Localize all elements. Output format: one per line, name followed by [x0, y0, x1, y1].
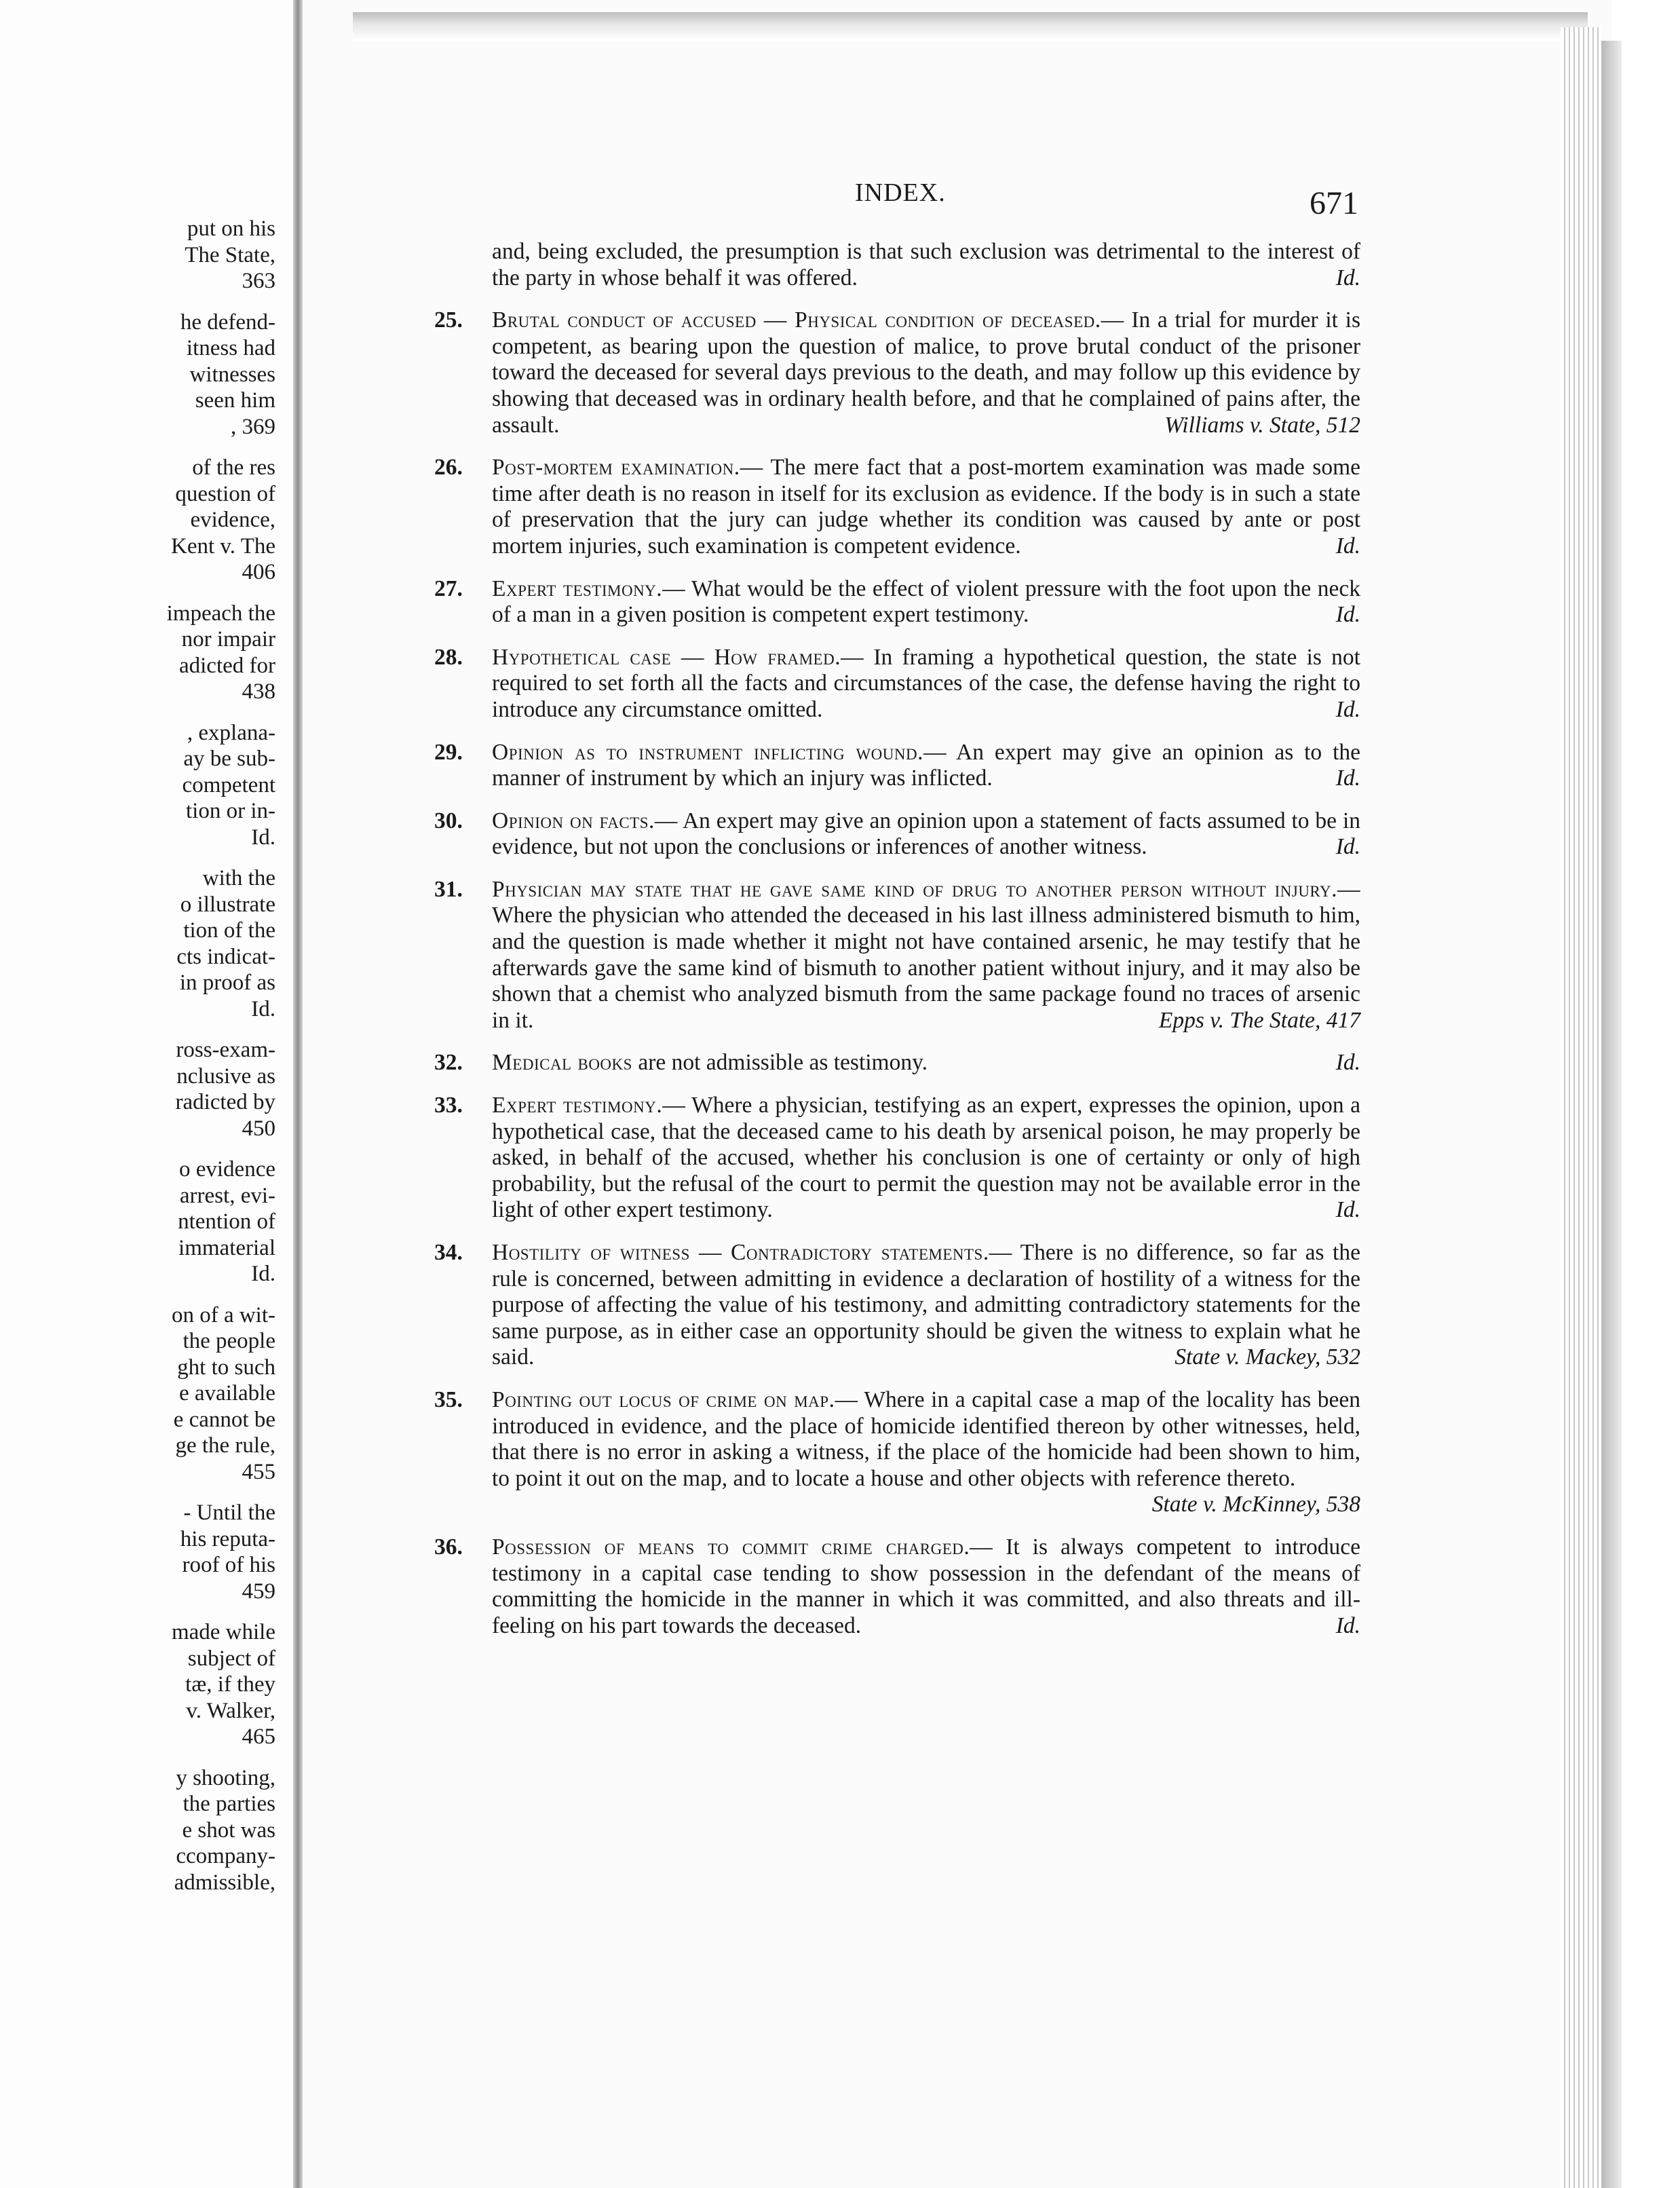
index-entry	[434, 1240, 1360, 1371]
entry-number: 36.	[434, 1534, 463, 1560]
entry-number: 33.	[434, 1093, 463, 1118]
left-page-line: 450	[242, 1116, 275, 1141]
left-page-line: 455	[242, 1459, 275, 1484]
entry-body	[492, 1240, 1360, 1371]
entry-text: Where in a capital case a map of the locality has been introduced in evidence, and the place of homicide identified thereon by other witnesses, held, that there is no error in asking a witness, if the place of the homicide had been shown to him, to point it out on the map, and to locate a house and other objects with reference thereto.	[492, 1387, 1360, 1491]
entry-citation: Id.	[1335, 1197, 1360, 1223]
left-page-text	[0, 216, 275, 1895]
left-page-gap	[0, 440, 275, 455]
left-facing-page	[0, 0, 292, 2188]
index-entry	[434, 1050, 1360, 1076]
left-page-gap	[0, 705, 275, 720]
running-title: INDEX.	[855, 178, 946, 207]
left-page-line: the people	[183, 1329, 275, 1353]
entry-heading: Physician may state that he gave same kind of drug to another person without injury.—	[492, 876, 1360, 902]
left-page-line: tion or in-	[186, 799, 275, 823]
page-top-edge	[353, 12, 1588, 41]
left-page-line: ge the rule,	[175, 1433, 275, 1458]
entry-body	[492, 455, 1360, 559]
left-page-line: 363	[242, 269, 275, 293]
left-page-gap	[0, 850, 275, 865]
left-page-line: e available	[179, 1381, 275, 1406]
entry-text: In framing a hypothetical question, the state is not required to set forth all the facts and circumstances of the case, the defense having the right to introduce any circumstance omitted.	[492, 644, 1360, 722]
entry-text: are not admissible as testimony.	[632, 1050, 928, 1076]
left-page-line: , explana-	[187, 720, 275, 745]
entry-body	[492, 877, 1360, 1034]
index-entries	[434, 307, 1360, 1639]
entry-citation: Epps v. The State, 417	[1158, 1007, 1360, 1033]
left-page-line: the parties	[183, 1792, 275, 1816]
left-page-line: on of a wit-	[171, 1302, 275, 1327]
entry-text: The mere fact that a post-mortem examination was made some time after death is no reason in itself for its exclusion as evidence. If the body is in such a state of preservation that the jury can judge whether its condition was caused by ante or post mortem injuries, such examination is competent evidence.	[492, 455, 1360, 559]
left-page-line: Kent v. The	[171, 533, 275, 559]
left-page-line: Id.	[251, 1262, 275, 1286]
left-page-line: nor impair	[181, 627, 275, 652]
left-page-line: witnesses	[189, 362, 275, 387]
entry-citation: Id.	[1335, 1050, 1360, 1076]
entry-heading: Pointing out locus of crime on map.—	[492, 1387, 858, 1412]
left-page-line: ccompany-	[176, 1844, 275, 1868]
left-page-line: immaterial	[178, 1235, 275, 1260]
left-page-line: competent	[182, 772, 275, 797]
left-page-line: 465	[242, 1724, 275, 1749]
entry-number: 28.	[434, 644, 463, 670]
entry-body	[492, 645, 1360, 723]
entry-number: 32.	[434, 1050, 463, 1076]
left-page-gap	[0, 1022, 275, 1037]
book-gutter	[293, 0, 303, 2188]
entry-text: An expert may give an opinion as to the manner of instrument by which an injury was inflicted.	[492, 739, 1360, 791]
entry-heading: Hypothetical case — How framed.—	[492, 644, 864, 670]
entry-citation: Id.	[1335, 533, 1360, 559]
entry-heading: Possession of means to commit crime charged.—	[492, 1534, 993, 1560]
entry-body	[492, 808, 1360, 861]
left-page-line: made while	[171, 1620, 275, 1644]
entry-text: What would be the effect of violent pressure with the foot upon the neck of a man in a given position is competent expert testimony.	[492, 576, 1360, 628]
entry-heading: Expert testimony.—	[492, 1093, 686, 1118]
left-page-gap	[0, 1750, 275, 1765]
entry-text: Where the physician who attended the deceased in his last illness administered bismuth to him, and the question is made whether it might not have contained arsenic, he may testify that he afterwards gave the same kind of bismuth to another patient without injury, and it may also be shown that a chemist who analyzed bismuth from the same package found no traces of arsenic in it.	[492, 903, 1360, 1033]
entry-body	[492, 307, 1360, 438]
left-page-line: subject of	[187, 1646, 275, 1671]
entry-number: 27.	[434, 576, 463, 601]
entry-citation: State v. McKinney, 538	[1151, 1492, 1360, 1517]
left-page-line: ross-exam-	[176, 1038, 275, 1062]
continuation-cite: Id.	[1335, 265, 1360, 290]
entry-heading: Medical books	[492, 1050, 632, 1076]
entry-body	[492, 1050, 1360, 1076]
entry-heading: Expert testimony.—	[492, 576, 686, 601]
left-page-gap	[0, 1604, 275, 1619]
index-entry	[434, 740, 1360, 792]
left-page-line: admissible,	[174, 1870, 275, 1895]
entry-number: 35.	[434, 1387, 463, 1412]
left-page-line: cts indicat-	[176, 944, 275, 969]
entry-heading: Brutal conduct of accused — Physical condition of deceased.—	[492, 307, 1124, 333]
index-entry	[434, 455, 1360, 559]
entry-text: Where a physician, testifying as an expert, expresses the opinion, upon a hypothetical case, that the deceased came to his death by arsenical poison, he may properly be asked, in behalf of the accused, whether his conclusion is one of certainty or only of high probability, but the refusal of the court to permit the question may not be available error in the light of other expert testimony.	[492, 1093, 1360, 1223]
index-entry	[434, 307, 1360, 438]
entry-body	[492, 576, 1360, 628]
entry-citation: Id.	[1335, 1612, 1360, 1638]
left-page-line: Id.	[251, 825, 275, 850]
entry-citation: Id.	[1335, 696, 1360, 722]
entry-heading: Post-mortem examination.—	[492, 455, 763, 480]
index-entry	[434, 1534, 1360, 1639]
left-page-line: 459	[242, 1579, 275, 1604]
entry-body	[492, 740, 1360, 792]
left-page-line: ntention of	[178, 1209, 275, 1234]
entry-number: 25.	[434, 307, 463, 333]
entry-citation: Id.	[1335, 602, 1360, 628]
entry-body	[492, 1534, 1360, 1639]
entry-citation: Id.	[1335, 766, 1360, 791]
left-page-line: question of	[175, 481, 275, 506]
entry-text: In a trial for murder it is competent, as bearing upon the question of malice, to prove brutal conduct of the prisoner toward the deceased for several days previous to the death, and may follow up this evidence by showing that deceased was in ordinary health before, and that he complained of pains after, the assault.	[492, 307, 1360, 438]
entry-body	[492, 1093, 1360, 1224]
page-number: 671	[1310, 185, 1358, 221]
entry-number: 29.	[434, 739, 463, 765]
entry-heading: Opinion as to instrument inflicting wound.—	[492, 739, 947, 765]
left-page-line: o evidence	[178, 1157, 275, 1182]
entry-text: There is no difference, so far as the rule is concerned, between admitting in evidence a declaration of hostility of a witness for the purpose of affecting the value of his testimony, and admitting contradictory statements for the same purpose, as in either case an opportunity should be given the witness to explain what he said.	[492, 1240, 1360, 1370]
left-page-line: tion of the	[183, 918, 275, 943]
entry-body	[492, 1387, 1360, 1518]
left-page-line: Id.	[251, 996, 275, 1021]
entry-number: 31.	[434, 876, 463, 902]
left-page-line: o illustrate	[180, 892, 275, 917]
left-page-line: he defend-	[180, 309, 275, 335]
entry-citation: Williams v. State, 512	[1164, 412, 1360, 438]
entry-heading: Opinion on facts.—	[492, 808, 678, 833]
index-entry	[434, 645, 1360, 723]
entry-number: 34.	[434, 1240, 463, 1265]
left-page-gap	[0, 1287, 275, 1302]
index-entry	[434, 576, 1360, 628]
continuation-text: and, being excluded, the presumption is that such exclusion was detrimental to the interest of the party in whose behalf it was offered.	[492, 239, 1360, 290]
left-page-line: 406	[242, 560, 275, 584]
entry-number: 30.	[434, 808, 463, 833]
left-page-line: roof of his	[182, 1553, 275, 1577]
left-page-gap	[0, 1142, 275, 1156]
entry-text: An expert may give an opinion upon a statement of facts assumed to be in evidence, but not upon the conclusions or inferences of another witness.	[492, 808, 1360, 860]
left-page-line: y shooting,	[176, 1765, 275, 1790]
left-page-gap	[0, 1485, 275, 1500]
index-entry	[434, 1093, 1360, 1224]
left-page-line: 438	[242, 679, 275, 704]
entry-citation: State v. Mackey, 532	[1175, 1344, 1360, 1370]
page-stack-edges	[1561, 27, 1601, 2188]
index-entry	[434, 808, 1360, 861]
left-page-line: itness had	[186, 336, 275, 360]
left-page-line: ght to such	[177, 1355, 275, 1380]
left-page-line: e cannot be	[173, 1407, 275, 1432]
left-page-gap	[0, 295, 275, 309]
left-page-line: impeach the	[166, 601, 275, 626]
left-page-line: put on his	[187, 216, 275, 241]
entry-heading: Hostility of witness — Contradictory statements.—	[492, 1240, 1012, 1265]
left-page-line: nclusive as	[176, 1063, 275, 1089]
left-page-line: evidence,	[190, 508, 275, 532]
left-page-line: in proof as	[179, 970, 275, 995]
left-page-line: v. Walker,	[186, 1698, 275, 1723]
entry-number: 26.	[434, 455, 463, 480]
entry-text: It is always competent to introduce testimony in a capital case tending to show possession in the defendant of the means of committing the homicide in the manner in which it was committed, and also threats and ill-feeling on his part towards the deceased.	[492, 1534, 1360, 1638]
left-page-line: seen him	[195, 388, 275, 413]
continuation-paragraph	[434, 239, 1360, 291]
entry-citation: Id.	[1335, 834, 1360, 860]
left-page-line: his reputa-	[180, 1526, 275, 1551]
left-page-line: with the	[202, 866, 275, 890]
left-page-line: adicted for	[178, 653, 275, 678]
left-page-line: The State,	[185, 242, 275, 267]
left-page-line: , 369	[231, 414, 275, 439]
left-page-line: of the res	[192, 455, 275, 480]
index-entry	[434, 877, 1360, 1034]
left-page-line: ay be sub-	[183, 747, 275, 771]
index-entry	[434, 1387, 1360, 1518]
left-page-line: e shot was	[182, 1817, 275, 1843]
left-page-line: - Until the	[183, 1501, 275, 1525]
left-page-gap	[0, 586, 275, 601]
book-fore-edge	[1601, 41, 1622, 2188]
index-content	[434, 239, 1360, 1655]
left-page-line: arrest, evi-	[179, 1183, 275, 1208]
left-page-line: radicted by	[175, 1090, 275, 1114]
left-page-line: tæ, if they	[185, 1672, 275, 1697]
